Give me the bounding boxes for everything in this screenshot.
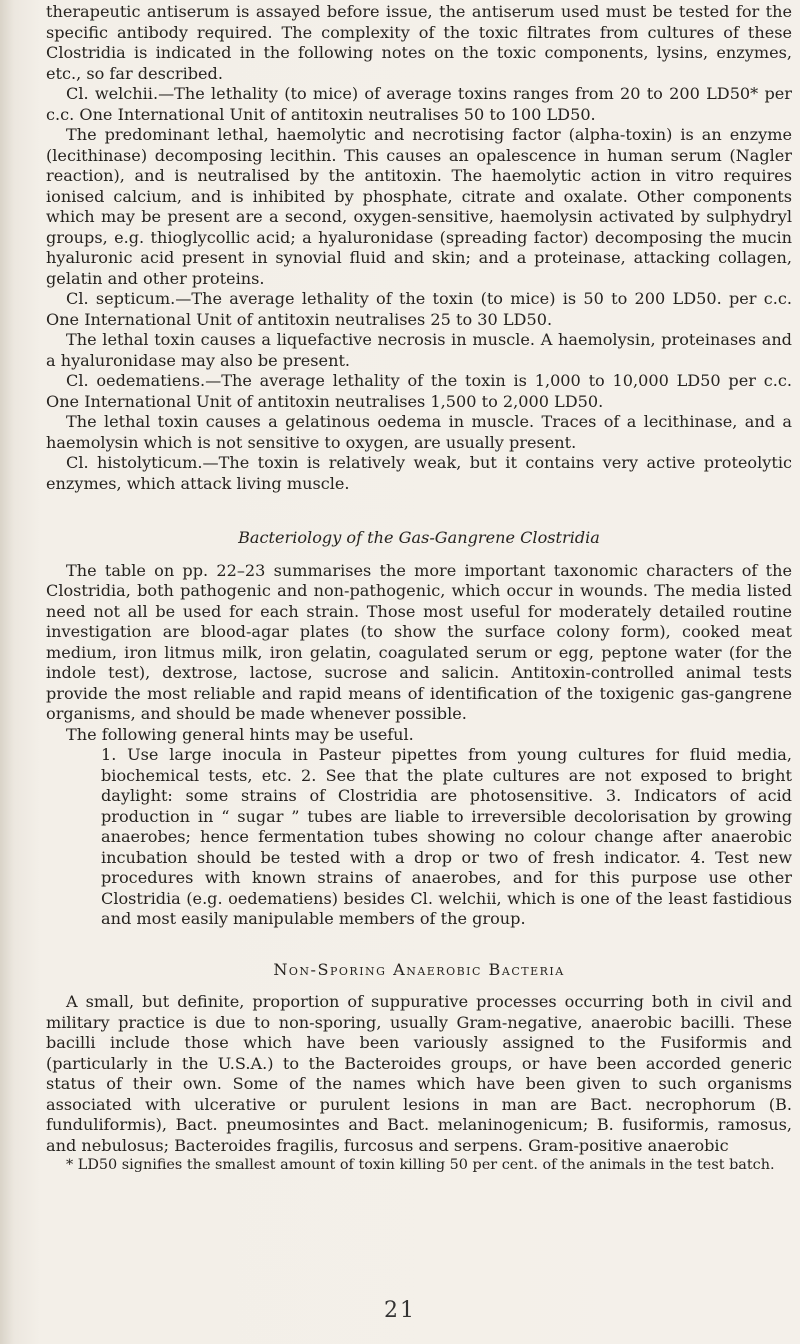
paragraph: The lethal toxin causes a gelatinous oedema in muscle. Traces of a lecithinase, and a haemolysin which is not sensitive to oxygen, are usually present. [46, 412, 792, 452]
paragraph: The lethal toxin causes a liquefactive necrosis in muscle. A haemolysin, proteinases and a hyaluronidase may also be present. [46, 330, 792, 370]
page-number: 21 [384, 1298, 416, 1323]
paragraph: The following general hints may be useful. [66, 724, 414, 744]
paragraph: The predominant lethal, haemolytic and necrotising factor (alpha-toxin) is an enzyme (lecithinase) decomposing lecithin. This causes an opalescence in human serum (Nagler reaction), and is neutralised by the antitoxin. The haemolytic action in vitro requires ionised calcium, and is inhibited by phosphate, citrate and oxalate. Other components which may be present are a second, oxygen-sensitive, haemolysin activated by sulphydryl groups, e.g. thioglycollic acid; a hyaluronidase (spreading factor) decomposing the mucin hyaluronic acid present in synovial fluid and skin; and a proteinase, attacking collagen, gelatin and other proteins. [46, 125, 792, 288]
hints-text: 1. Use large inocula in Pasteur pipettes from young cultures for fluid media, biochemical tests, etc. 2. See that the plate cultures are not exposed to bright daylight: some strains of Clostridia are photosensitive. 3. Indicators of acid production in “ sugar ” tubes are liable to irreversible decolorisation by growing anaerobes; hence fermentation tubes showing no colour change after anaerobic incubation should be tested with a drop or two of fresh indicator. 4. Test new procedures with known strains of anaerobes, and for this purpose use other Clostridia (e.g. oedematiens) besides Cl. welchii, which is one of the least fastidious and most easily manipulable members of the group. [101, 745, 792, 928]
paragraph: therapeutic antiserum is assayed before issue, the antiserum used must be tested for the specific antibody required. The complexity of the toxic filtrates from cultures of these Clostridia is indicated in the following notes on the toxic components, lysins, enzymes, etc., so far described. [46, 2, 792, 83]
paragraph: Cl. histolyticum.—The toxin is relatively weak, but it contains very active proteolytic enzymes, which attack living muscle. [46, 453, 792, 493]
paragraph: The table on pp. 22–23 summarises the more important taxonomic characters of the Clostridia, both pathogenic and non-pathogenic, which occur in wounds. The media listed need not all be used for each strain. Those most useful for moderately detailed routine investigation are blood-agar plates (to show the surface colony form), cooked meat medium, iron litmus milk, iron gelatin, coagulated serum or egg, peptone water (for the indole test), dextrose, lactose, sucrose and salicin. Antitoxin-controlled animal tests provide the most reliable and rapid means of identification of the toxigenic gas-gangrene organisms, and should be made whenever possible. [46, 560, 792, 723]
text-column [46, 2, 792, 1174]
paragraph: A small, but definite, proportion of suppurative processes occurring both in civil and military practice is due to non-sporing, usually Gram-negative, anaerobic bacilli. These bacilli include those which have been variously assigned to the Fusiformis and (particularly in the U.S.A.) to the Bacteroides groups, or have been accorded generic status of their own. Some of the names which have been given to such organisms associated with ulcerative or purulent lesions in man are Bact. necrophorum (B. funduliformis), Bact. pneumosintes and Bact. melaninogenicum; B. fusiformis, ramosus, and nebulosus; Bacteroides fragilis, furcosus and serpens. Gram-positive anaerobic [46, 992, 792, 1155]
footnote: * LD50 signifies the smallest amount of toxin killing 50 per cent. of the animals in the test batch. [66, 1157, 775, 1173]
paragraph: Cl. septicum.—The average lethality of the toxin (to mice) is 50 to 200 LD50. per c.c. One International Unit of antitoxin neutralises 25 to 30 LD50. [46, 289, 792, 329]
paragraph: Cl. oedematiens.—The average lethality of the toxin is 1,000 to 10,000 LD50 per c.c. One International Unit of antitoxin neutralises 1,500 to 2,000 LD50. [46, 371, 792, 411]
paragraph: Cl. welchii.—The lethality (to mice) of average toxins ranges from 20 to 200 LD50* per c.c. One International Unit of antitoxin neutralises 50 to 100 LD50. [46, 84, 792, 124]
hints-list [46, 745, 792, 930]
hints-block [101, 745, 792, 930]
section2-heading: Non-Sporing Anaerobic Bacteria [273, 959, 565, 979]
section-heading: Bacteriology of the Gas-Gangrene Clostridia [238, 528, 600, 547]
